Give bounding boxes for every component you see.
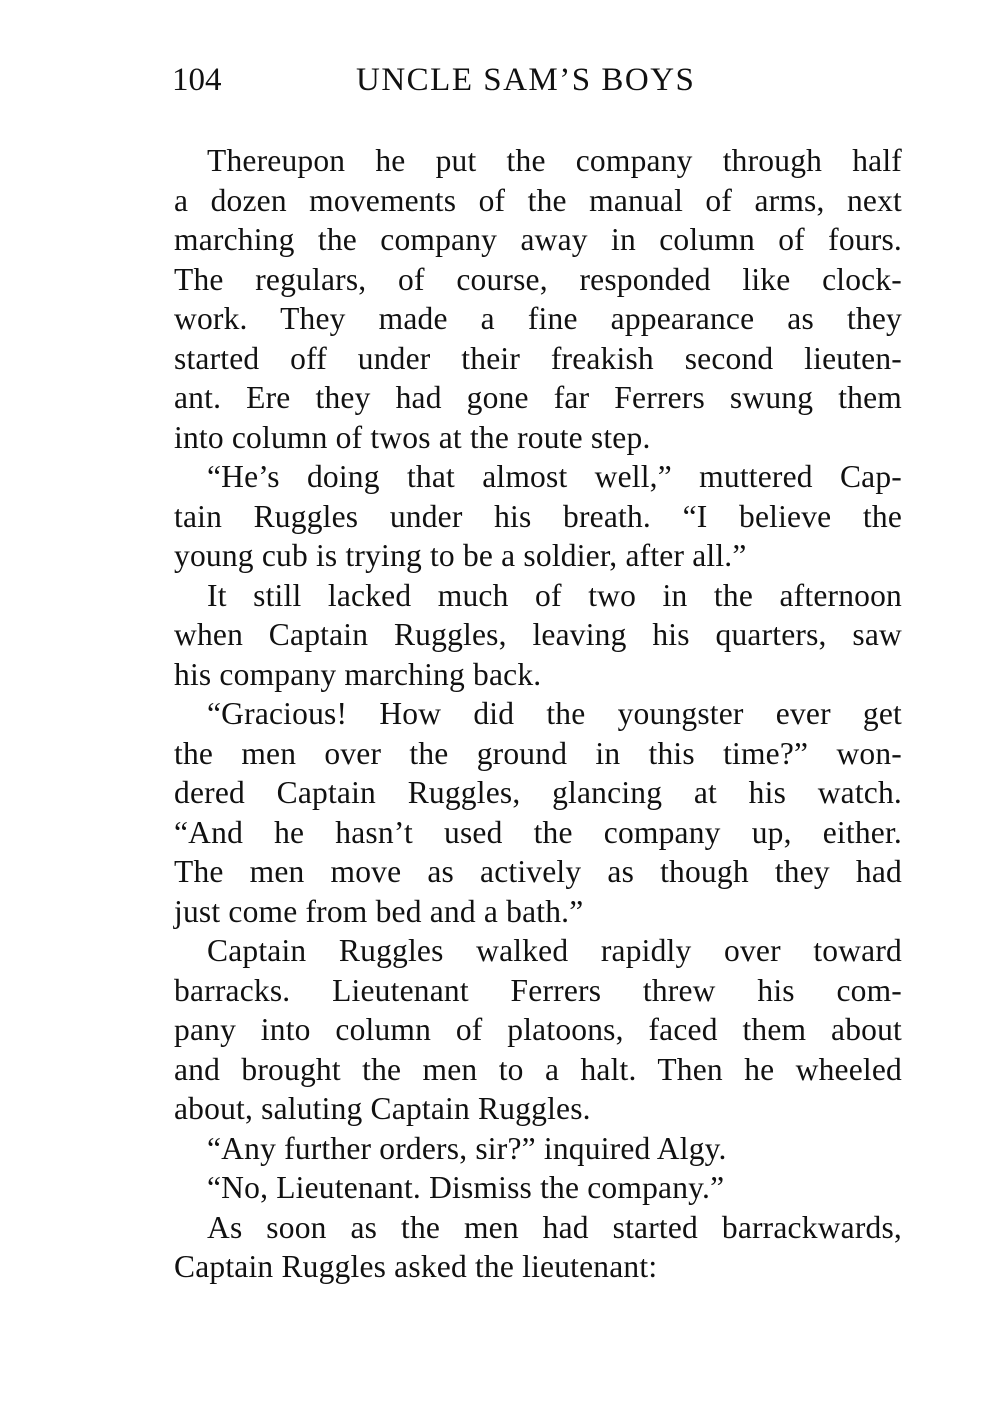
text-line: Thereupon he put the company through half [207, 143, 902, 178]
text-line: just come from bed and a bath.” [174, 893, 584, 929]
text-line: dered Captain Ruggles, glancing at his watch. [174, 775, 902, 810]
text-line: ant. Ere they had gone far Ferrers swung them [174, 380, 902, 415]
text-line: pany into column of platoons, faced them about [174, 1012, 902, 1047]
text-line: the men over the ground in this time?” won- [174, 735, 902, 771]
text-line: Captain Ruggles walked rapidly over toward [207, 933, 902, 968]
text-line: barracks. Lieutenant Ferrers threw his com- [174, 972, 902, 1008]
text-line: a dozen movements of the manual of arms, next [174, 182, 902, 218]
page-number: 104 [172, 62, 222, 98]
text-line: “No, Lieutenant. Dismiss the company.” [207, 1170, 725, 1205]
text-line: young cub is trying to be a soldier, after all.” [174, 538, 747, 573]
text-line: about, saluting Captain Ruggles. [174, 1091, 591, 1126]
text-line: “He’s doing that almost well,” muttered Cap- [207, 459, 902, 494]
text-line: The men move as actively as though they had [174, 854, 902, 889]
text-line: As soon as the men had started barrackwards, [207, 1209, 902, 1245]
text-line: tain Ruggles under his breath. “I believe the [174, 498, 902, 534]
text-line: “Any further orders, sir?” inquired Algy. [207, 1130, 727, 1166]
text-line: Captain Ruggles asked the lieutenant: [174, 1249, 658, 1284]
text-line: into column of twos at the route step. [174, 419, 651, 455]
text-line: It still lacked much of two in the afternoon [207, 577, 902, 613]
text-line: “Gracious! How did the youngster ever get [207, 696, 902, 731]
body-text [174, 141, 902, 1287]
text-line: and brought the men to a halt. Then he wheeled [174, 1051, 902, 1087]
text-line: “And he hasn’t used the company up, either. [174, 814, 902, 850]
text-line: his company marching back. [174, 656, 542, 692]
text-line: The regulars, of course, responded like clock- [174, 261, 902, 297]
text-line: marching the company away in column of fours. [174, 222, 902, 257]
text-line: started off under their freakish second lieuten- [174, 340, 902, 376]
running-title: UNCLE SAM’S BOYS [356, 62, 696, 98]
text-line: when Captain Ruggles, leaving his quarters, saw [174, 617, 902, 652]
running-head [172, 58, 902, 102]
text-line: work. They made a fine appearance as they [174, 301, 902, 336]
